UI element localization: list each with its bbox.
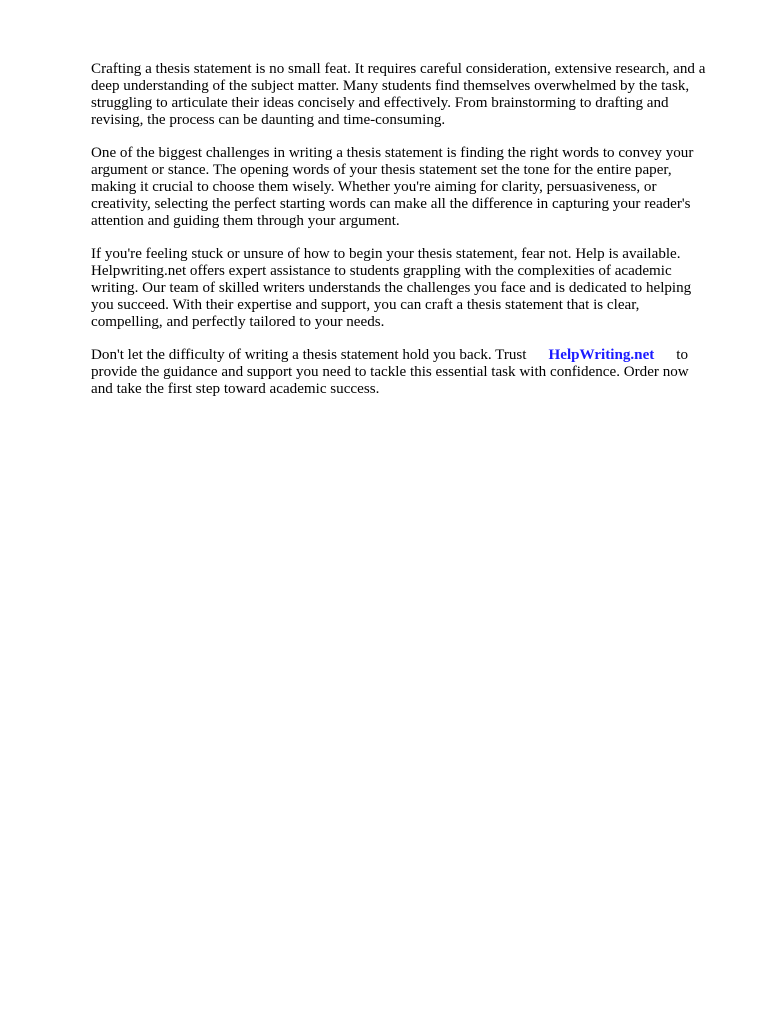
paragraph-line: struggling to articulate their ideas concisely and effectively. From brainstorming to drafting and	[91, 95, 669, 111]
paragraph-line: and take the first step toward academic success.	[91, 381, 380, 397]
paragraph-line-with-link	[91, 347, 727, 364]
paragraph-line: One of the biggest challenges in writing a thesis statement is finding the right words to convey your	[91, 145, 694, 161]
paragraph-line: deep understanding of the subject matter. Many students find themselves overwhelmed by the task,	[91, 78, 690, 94]
paragraph-line: revising, the process can be daunting and time-consuming.	[91, 112, 446, 128]
paragraph-line: creativity, selecting the perfect starting words can make all the difference in capturing your reader's	[91, 196, 691, 212]
paragraph-challenges	[91, 145, 727, 230]
paragraph-line: Helpwriting.net offers expert assistance to students grappling with the complexities of academic	[91, 263, 672, 279]
paragraph-line: argument or stance. The opening words of your thesis statement set the tone for the entire paper,	[91, 162, 672, 178]
paragraph-line: you succeed. With their expertise and support, you can craft a thesis statement that is clear,	[91, 297, 640, 313]
paragraph-line: making it crucial to choose them wisely. Whether you're aiming for clarity, persuasiveness, or	[91, 179, 657, 195]
cta-text-before-link: Don't let the difficulty of writing a thesis statement hold you back. Trust	[91, 347, 527, 363]
paragraph-line: attention and guiding them through your argument.	[91, 213, 400, 229]
paragraph-line: If you're feeling stuck or unsure of how to begin your thesis statement, fear not. Help is available.	[91, 246, 681, 262]
paragraph-line: provide the guidance and support you need to tackle this essential task with confidence. Order now	[91, 364, 689, 380]
paragraph-line: compelling, and perfectly tailored to your needs.	[91, 314, 385, 330]
document-body	[91, 61, 727, 414]
paragraph-intro	[91, 61, 727, 129]
paragraph-line: writing. Our team of skilled writers understands the challenges you face and is dedicated to helping	[91, 280, 692, 296]
cta-text-after-link: to	[676, 347, 689, 363]
paragraph-line: Crafting a thesis statement is no small feat. It requires careful consideration, extensive research, and a	[91, 61, 706, 77]
paragraph-call-to-action	[91, 347, 727, 398]
helpwriting-link[interactable]: HelpWriting.net	[548, 347, 655, 363]
paragraph-help	[91, 246, 727, 331]
